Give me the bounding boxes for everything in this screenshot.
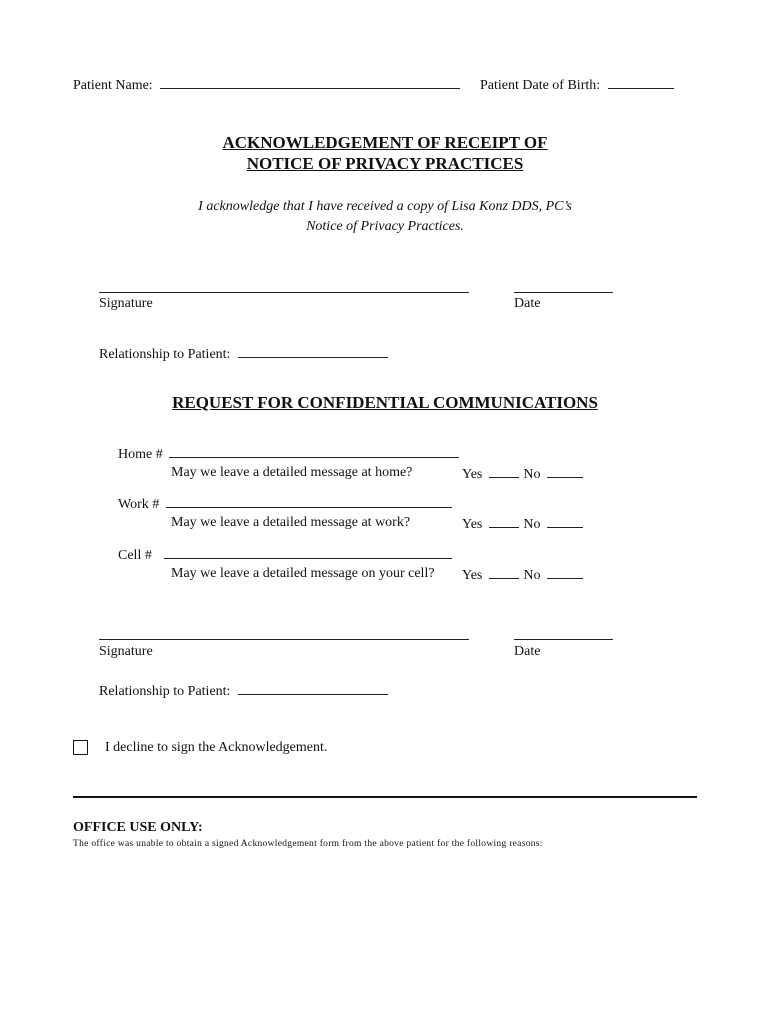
cell-row (118, 546, 452, 564)
ack-date-label: Date (514, 296, 541, 311)
home-row (118, 445, 459, 463)
ack-title-line1: ACKNOWLEDGEMENT OF RECEIPT OF (222, 133, 548, 152)
home-no-field[interactable] (547, 465, 583, 478)
cell-no-field[interactable] (547, 566, 583, 579)
work-question: May we leave a detailed message at work? (171, 515, 411, 530)
patient-name-field[interactable] (160, 76, 460, 89)
conf-signature-label: Signature (99, 644, 153, 659)
work-phone-field[interactable] (166, 495, 452, 508)
conf-date-label: Date (514, 644, 541, 659)
work-yes-label: Yes (462, 517, 483, 532)
ack-title-line2: NOTICE OF PRIVACY PRACTICES (246, 154, 524, 173)
home-answer (462, 465, 583, 483)
work-row (118, 495, 452, 513)
office-note: The office was unable to obtain a signed Acknowledgement form from the above patient for the following reasons: (73, 839, 543, 849)
ack-signature-line[interactable] (99, 292, 469, 293)
home-question: May we leave a detailed message at home? (171, 465, 413, 480)
work-answer (462, 515, 583, 533)
work-yes-field[interactable] (489, 515, 519, 528)
cell-yes-field[interactable] (489, 566, 519, 579)
patient-name-row (73, 76, 460, 94)
conf-date-line[interactable] (514, 639, 613, 640)
home-phone-field[interactable] (169, 445, 459, 458)
ack-relationship-label: Relationship to Patient: (99, 347, 231, 362)
home-yes-label: Yes (462, 467, 483, 482)
cell-answer (462, 566, 583, 584)
ack-relationship-field[interactable] (238, 345, 388, 358)
ack-signature-label: Signature (99, 296, 153, 311)
office-divider (73, 796, 697, 798)
conf-relationship-row (99, 682, 388, 700)
conf-signature-line[interactable] (99, 639, 469, 640)
patient-name-label: Patient Name: (73, 78, 153, 93)
decline-label: I decline to sign the Acknowledgement. (105, 740, 328, 755)
home-no-label: No (523, 467, 541, 482)
home-yes-field[interactable] (489, 465, 519, 478)
ack-relationship-row (99, 345, 388, 363)
ack-statement-line1: I acknowledge that I have received a copy of Lisa Konz DDS, PC’s (198, 199, 572, 214)
ack-statement-line2: Notice of Privacy Practices. (306, 219, 464, 234)
conf-relationship-label: Relationship to Patient: (99, 684, 231, 699)
cell-phone-field[interactable] (164, 546, 452, 559)
work-no-field[interactable] (547, 515, 583, 528)
dob-field[interactable] (608, 76, 674, 89)
dob-label: Patient Date of Birth: (480, 78, 601, 93)
home-label: Home # (118, 447, 163, 462)
office-title: OFFICE USE ONLY: (73, 820, 203, 835)
conf-relationship-field[interactable] (238, 682, 388, 695)
decline-checkbox[interactable] (73, 740, 88, 755)
cell-question: May we leave a detailed message on your cell? (171, 566, 435, 581)
work-no-label: No (523, 517, 541, 532)
cell-no-label: No (523, 568, 541, 583)
ack-date-line[interactable] (514, 292, 613, 293)
confidential-title: REQUEST FOR CONFIDENTIAL COMMUNICATIONS (172, 393, 598, 412)
dob-row (480, 76, 674, 94)
cell-label: Cell # (118, 548, 152, 563)
cell-yes-label: Yes (462, 568, 483, 583)
work-label: Work # (118, 497, 160, 512)
